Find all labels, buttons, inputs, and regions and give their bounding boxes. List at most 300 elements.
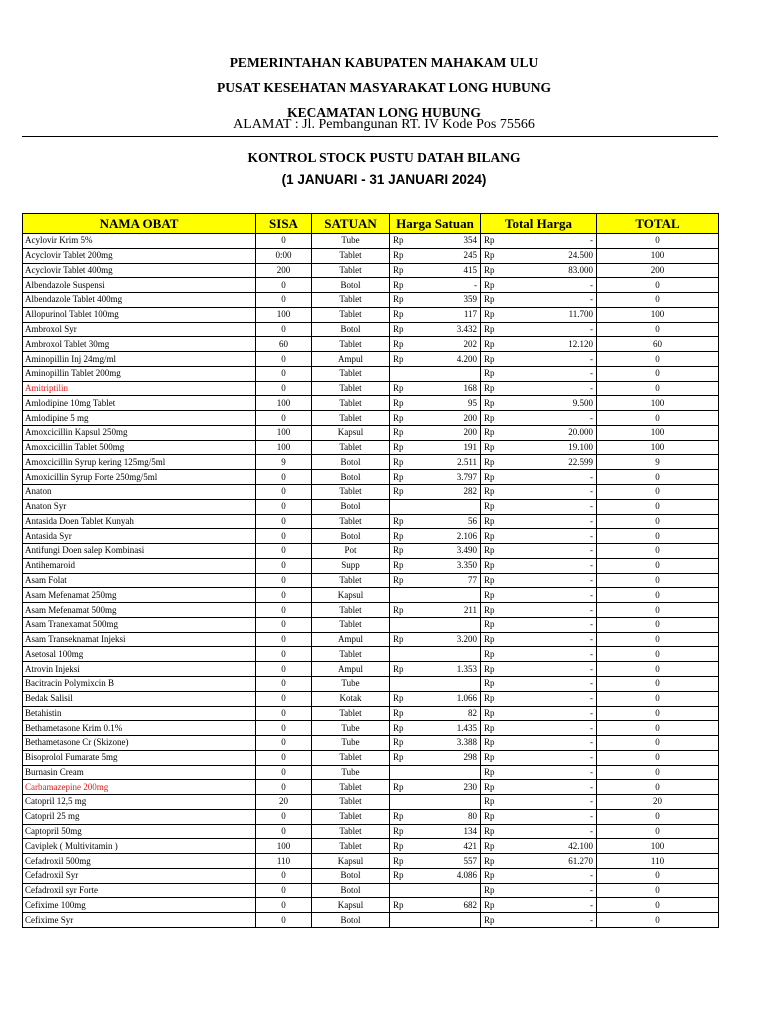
table-row [23,795,719,810]
table-row [23,248,719,263]
cell-sisa: 100 [256,307,312,322]
cell-nama: Captopril 50mg [23,824,256,839]
cell-sisa: 200 [256,263,312,278]
cell-sisa: 0 [256,514,312,529]
cell-harga-currency: Rp [390,278,416,293]
cell-total: 0 [597,293,719,308]
table-row [23,632,719,647]
cell-harga-currency: Rp [390,780,416,795]
cell-satuan: Tablet [312,780,390,795]
cell-total-harga-currency: Rp [481,721,505,736]
cell-total-harga-currency: Rp [481,234,505,249]
cell-total-harga-currency: Rp [481,868,505,883]
cell-satuan: Ampul [312,662,390,677]
cell-total: 0 [597,381,719,396]
cell-total-harga: - [505,809,597,824]
cell-total-harga-currency: Rp [481,809,505,824]
cell-sisa: 0 [256,898,312,913]
cell-total: 0 [597,499,719,514]
cell-total: 0 [597,573,719,588]
cell-satuan: Tube [312,736,390,751]
cell-sisa: 0 [256,485,312,500]
cell-satuan: Tablet [312,381,390,396]
cell-total: 0 [597,544,719,559]
cell-harga-currency: Rp [390,824,416,839]
cell-total-harga-currency: Rp [481,824,505,839]
cell-harga-currency: Rp [390,455,416,470]
table-row [23,322,719,337]
col-header-total: TOTAL [597,214,719,234]
cell-total: 0 [597,617,719,632]
table-row [23,898,719,913]
cell-total-harga-currency: Rp [481,691,505,706]
cell-harga-currency: Rp [390,736,416,751]
cell-total-harga: 61.270 [505,854,597,869]
cell-total-harga-currency: Rp [481,381,505,396]
cell-total-harga-currency: Rp [481,278,505,293]
cell-total-harga-currency: Rp [481,883,505,898]
cell-satuan: Botol [312,529,390,544]
cell-sisa: 0 [256,662,312,677]
cell-harga-currency: Rp [390,514,416,529]
cell-sisa: 0 [256,750,312,765]
cell-harga: 3.200 [416,632,481,647]
table-row [23,573,719,588]
cell-harga-currency [390,913,416,928]
cell-sisa: 0 [256,824,312,839]
cell-total-harga-currency: Rp [481,366,505,381]
cell-total-harga: - [505,322,597,337]
cell-sisa: 0 [256,558,312,573]
cell-total-harga-currency: Rp [481,795,505,810]
cell-total: 100 [597,440,719,455]
cell-satuan: Tablet [312,839,390,854]
table-row [23,485,719,500]
cell-harga: 2.106 [416,529,481,544]
cell-harga-currency [390,499,416,514]
cell-total-harga-currency: Rp [481,263,505,278]
letterhead-institution: PUSAT KESEHATAN MASYARAKAT LONG HUBUNG [216,80,552,95]
cell-total: 0 [597,234,719,249]
cell-sisa: 9 [256,455,312,470]
cell-harga [416,795,481,810]
cell-total-harga-currency: Rp [481,337,505,352]
cell-sisa: 20 [256,795,312,810]
col-header-total-harga: Total Harga [481,214,597,234]
cell-satuan: Kapsul [312,898,390,913]
cell-sisa: 0 [256,617,312,632]
cell-total-harga: - [505,411,597,426]
cell-total-harga-currency: Rp [481,529,505,544]
cell-total-harga: - [505,868,597,883]
cell-satuan: Tablet [312,750,390,765]
cell-satuan: Botol [312,499,390,514]
cell-total-harga-currency: Rp [481,455,505,470]
cell-harga: 134 [416,824,481,839]
cell-sisa: 0 [256,913,312,928]
cell-total: 110 [597,854,719,869]
cell-nama: Catopril 12,5 mg [23,795,256,810]
cell-harga: 4.200 [416,352,481,367]
cell-harga [416,588,481,603]
cell-harga-currency: Rp [390,544,416,559]
cell-total-harga: - [505,558,597,573]
table-row [23,381,719,396]
cell-harga: 421 [416,839,481,854]
cell-satuan: Tablet [312,603,390,618]
table-row [23,499,719,514]
cell-satuan: Tablet [312,440,390,455]
cell-total-harga: - [505,603,597,618]
cell-total: 100 [597,307,719,322]
table-row [23,352,719,367]
cell-total-harga: - [505,632,597,647]
cell-satuan: Tablet [312,366,390,381]
cell-harga-currency: Rp [390,721,416,736]
table-row [23,883,719,898]
cell-total-harga-currency: Rp [481,765,505,780]
cell-harga-currency: Rp [390,396,416,411]
cell-satuan: Tablet [312,293,390,308]
cell-nama: Cefixime Syr [23,913,256,928]
cell-total-harga: - [505,736,597,751]
cell-satuan: Botol [312,322,390,337]
table-row [23,603,719,618]
cell-satuan: Botol [312,883,390,898]
cell-harga-currency: Rp [390,854,416,869]
cell-sisa: 0 [256,366,312,381]
table-row [23,514,719,529]
header-divider [22,136,718,137]
cell-sisa: 0 [256,706,312,721]
cell-total: 0 [597,411,719,426]
table-row [23,470,719,485]
table-row [23,839,719,854]
cell-satuan: Tablet [312,573,390,588]
cell-sisa: 0 [256,721,312,736]
cell-sisa: 0 [256,868,312,883]
cell-total-harga: - [505,765,597,780]
cell-harga-currency: Rp [390,809,416,824]
cell-sisa: 0 [256,573,312,588]
cell-harga [416,883,481,898]
cell-total: 0 [597,278,719,293]
cell-total: 0 [597,824,719,839]
cell-total: 0 [597,750,719,765]
cell-total-harga: - [505,499,597,514]
cell-satuan: Tube [312,234,390,249]
table-row [23,307,719,322]
cell-total-harga-currency: Rp [481,736,505,751]
cell-total-harga: - [505,647,597,662]
cell-total: 0 [597,809,719,824]
table-row [23,425,719,440]
table-row [23,750,719,765]
cell-nama: Asam Mefenamat 250mg [23,588,256,603]
cell-nama: Acyclovir Tablet 400mg [23,263,256,278]
table-row [23,691,719,706]
cell-harga: 1.066 [416,691,481,706]
cell-satuan: Kapsul [312,588,390,603]
cell-total-harga-currency: Rp [481,647,505,662]
cell-total-harga-currency: Rp [481,750,505,765]
cell-satuan: Tablet [312,263,390,278]
cell-nama: Burnasin Cream [23,765,256,780]
cell-sisa: 100 [256,839,312,854]
cell-sisa: 0 [256,529,312,544]
table-row [23,854,719,869]
cell-total-harga: 12.120 [505,337,597,352]
cell-nama: Asam Tranexamat 500mg [23,617,256,632]
cell-harga [416,647,481,662]
table-row [23,721,719,736]
cell-harga-currency: Rp [390,573,416,588]
cell-total-harga: - [505,293,597,308]
cell-total-harga: - [505,676,597,691]
cell-satuan: Botol [312,868,390,883]
cell-nama: Amitriptilin [23,381,256,396]
cell-nama: Amoxcicillin Tablet 500mg [23,440,256,455]
cell-total-harga-currency: Rp [481,676,505,691]
cell-total-harga: - [505,529,597,544]
cell-total-harga: 42.100 [505,839,597,854]
cell-harga-currency: Rp [390,337,416,352]
cell-total-harga-currency: Rp [481,322,505,337]
col-header-nama: NAMA OBAT [23,214,256,234]
cell-total: 100 [597,248,719,263]
cell-harga-currency: Rp [390,425,416,440]
cell-total-harga: - [505,883,597,898]
cell-sisa: 110 [256,854,312,869]
cell-total: 0 [597,780,719,795]
cell-satuan: Tablet [312,307,390,322]
cell-nama: Bethametasone Cr (Skizone) [23,736,256,751]
cell-total: 20 [597,795,719,810]
cell-total-harga: - [505,691,597,706]
cell-harga: 282 [416,485,481,500]
cell-harga-currency [390,765,416,780]
cell-nama: Carbamazepine 200mg [23,780,256,795]
cell-total-harga-currency: Rp [481,913,505,928]
cell-harga-currency: Rp [390,603,416,618]
cell-total-harga: - [505,381,597,396]
cell-nama: Anaton Syr [23,499,256,514]
cell-sisa: 0 [256,603,312,618]
cell-total: 0 [597,588,719,603]
cell-harga-currency [390,617,416,632]
cell-harga: 168 [416,381,481,396]
cell-harga: 415 [416,263,481,278]
cell-sisa: 0 [256,780,312,795]
cell-harga [416,913,481,928]
cell-harga: 3.350 [416,558,481,573]
cell-sisa: 0 [256,544,312,559]
cell-total: 0 [597,558,719,573]
cell-total: 0 [597,647,719,662]
cell-sisa: 60 [256,337,312,352]
cell-nama: Betahistin [23,706,256,721]
cell-nama: Aminopillin Tablet 200mg [23,366,256,381]
cell-nama: Allopurinol Tablet 100mg [23,307,256,322]
cell-total: 0 [597,721,719,736]
cell-satuan: Botol [312,913,390,928]
cell-satuan: Tablet [312,824,390,839]
cell-harga: 80 [416,809,481,824]
cell-total-harga: - [505,588,597,603]
cell-total: 9 [597,455,719,470]
col-header-satuan: SATUAN [312,214,390,234]
cell-harga: 682 [416,898,481,913]
table-row [23,337,719,352]
cell-harga-currency: Rp [390,322,416,337]
cell-total: 0 [597,322,719,337]
cell-nama: Antihemaroid [23,558,256,573]
cell-total-harga: - [505,898,597,913]
table-row [23,396,719,411]
cell-total-harga: 11.700 [505,307,597,322]
cell-total-harga-currency: Rp [481,307,505,322]
cell-total: 0 [597,898,719,913]
cell-harga-currency: Rp [390,440,416,455]
table-row [23,736,719,751]
cell-total-harga-currency: Rp [481,411,505,426]
cell-harga-currency: Rp [390,632,416,647]
cell-harga: 3.797 [416,470,481,485]
cell-harga-currency: Rp [390,706,416,721]
cell-nama: Amlodipine 10mg Tablet [23,396,256,411]
cell-sisa: 0 [256,322,312,337]
cell-satuan: Kapsul [312,854,390,869]
table-row [23,440,719,455]
table-row [23,278,719,293]
cell-total-harga-currency: Rp [481,632,505,647]
cell-total-harga: 83.000 [505,263,597,278]
cell-total-harga: - [505,470,597,485]
cell-harga: 359 [416,293,481,308]
cell-sisa: 0 [256,676,312,691]
cell-nama: Cefixime 100mg [23,898,256,913]
cell-total-harga: - [505,750,597,765]
cell-harga-currency: Rp [390,293,416,308]
cell-total-harga-currency: Rp [481,248,505,263]
cell-total-harga-currency: Rp [481,573,505,588]
cell-total-harga-currency: Rp [481,603,505,618]
cell-harga: - [416,278,481,293]
cell-total: 0 [597,691,719,706]
cell-total-harga-currency: Rp [481,544,505,559]
table-body [23,234,719,928]
cell-total-harga-currency: Rp [481,839,505,854]
cell-total-harga-currency: Rp [481,352,505,367]
cell-satuan: Tablet [312,485,390,500]
cell-total: 200 [597,263,719,278]
cell-nama: Ambroxol Tablet 30mg [23,337,256,352]
cell-satuan: Pot [312,544,390,559]
cell-satuan: Tablet [312,809,390,824]
cell-satuan: Tablet [312,795,390,810]
cell-sisa: 0 [256,736,312,751]
cell-total-harga: 22.599 [505,455,597,470]
cell-total: 100 [597,839,719,854]
cell-harga: 1.435 [416,721,481,736]
cell-total-harga-currency: Rp [481,617,505,632]
cell-total-harga-currency: Rp [481,662,505,677]
cell-harga: 298 [416,750,481,765]
document-title: KONTROL STOCK PUSTU DATAH BILANG [247,150,521,165]
table-row [23,706,719,721]
cell-total-harga: - [505,352,597,367]
cell-total-harga-currency: Rp [481,588,505,603]
cell-harga-currency: Rp [390,839,416,854]
letterhead-government: PEMERINTAHAN KABUPATEN MAHAKAM ULU [229,55,539,70]
cell-harga-currency: Rp [390,470,416,485]
cell-total-harga-currency: Rp [481,780,505,795]
cell-harga: 2.511 [416,455,481,470]
table-row [23,411,719,426]
cell-nama: Asam Transeknamat Injeksi [23,632,256,647]
table-row [23,529,719,544]
table-row [23,234,719,249]
cell-total: 0 [597,736,719,751]
cell-harga: 200 [416,425,481,440]
cell-nama: Bacitracin Polymixcin B [23,676,256,691]
cell-harga-currency: Rp [390,868,416,883]
cell-total: 0 [597,529,719,544]
cell-total-harga: - [505,780,597,795]
cell-harga: 1.353 [416,662,481,677]
cell-harga-currency: Rp [390,234,416,249]
cell-harga: 211 [416,603,481,618]
cell-total-harga-currency: Rp [481,514,505,529]
cell-total-harga: - [505,366,597,381]
cell-total-harga: 24.500 [505,248,597,263]
cell-nama: Cefadroxil Syr [23,868,256,883]
cell-total: 100 [597,425,719,440]
cell-nama: Asam Mefenamat 500mg [23,603,256,618]
cell-sisa: 100 [256,396,312,411]
cell-satuan: Ampul [312,632,390,647]
cell-total: 0 [597,662,719,677]
cell-harga-currency [390,647,416,662]
cell-harga: 3.490 [416,544,481,559]
cell-nama: Bedak Salisil [23,691,256,706]
cell-sisa: 0:00 [256,248,312,263]
cell-nama: Aminopillin Inj 24mg/ml [23,352,256,367]
cell-harga-currency: Rp [390,898,416,913]
cell-total: 0 [597,676,719,691]
table-row [23,765,719,780]
table-row [23,780,719,795]
table-row [23,647,719,662]
cell-harga: 56 [416,514,481,529]
cell-nama: Amoxcicillin Syrup kering 125mg/5ml [23,455,256,470]
cell-harga: 77 [416,573,481,588]
cell-sisa: 0 [256,293,312,308]
cell-total: 0 [597,706,719,721]
cell-sisa: 0 [256,647,312,662]
table-row [23,544,719,559]
cell-sisa: 0 [256,691,312,706]
cell-harga: 117 [416,307,481,322]
cell-nama: Amoxicillin Syrup Forte 250mg/5ml [23,470,256,485]
cell-total-harga-currency: Rp [481,898,505,913]
cell-sisa: 0 [256,499,312,514]
cell-nama: Caviplek ( Multivitamin ) [23,839,256,854]
col-header-sisa: SISA [256,214,312,234]
cell-satuan: Tablet [312,396,390,411]
cell-total-harga: - [505,706,597,721]
cell-satuan: Tablet [312,647,390,662]
